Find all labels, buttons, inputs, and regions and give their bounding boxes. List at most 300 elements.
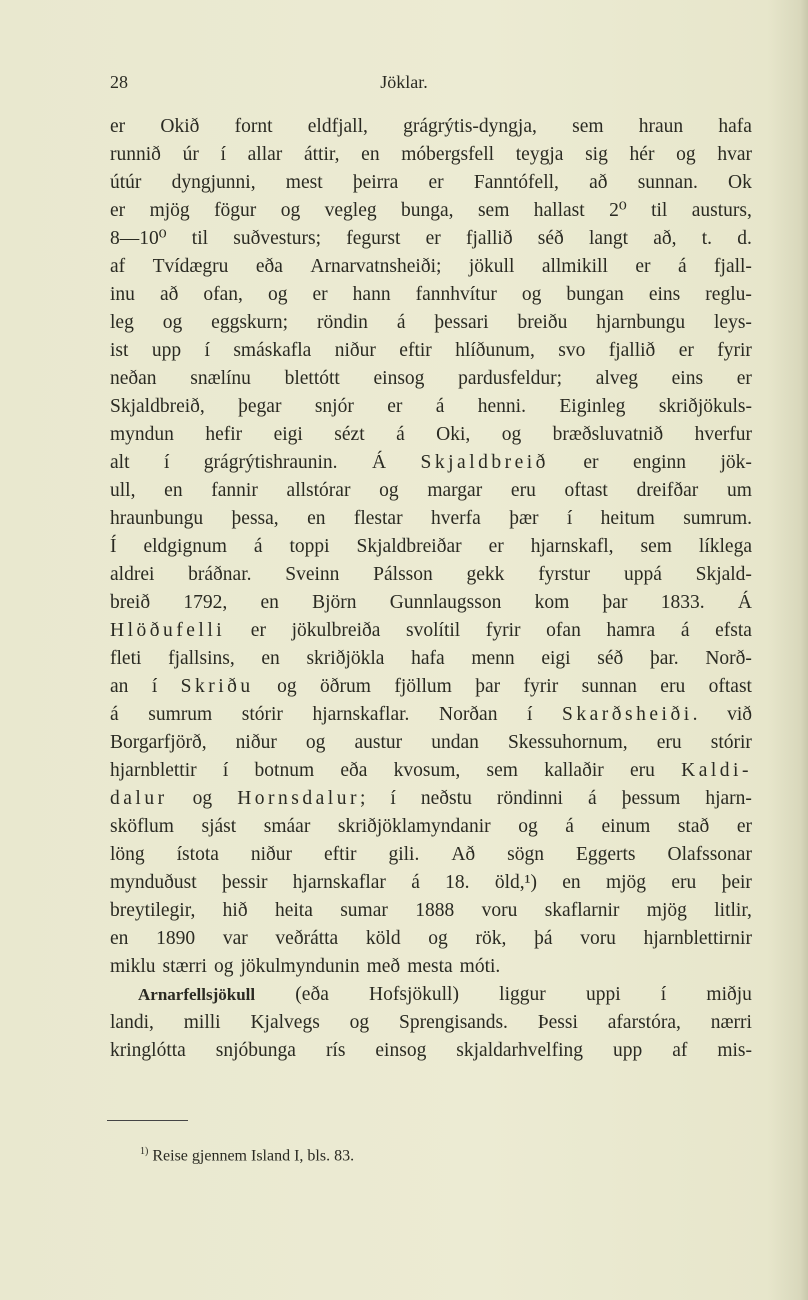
- word-group: [163, 311, 183, 335]
- word-group: [527, 703, 532, 727]
- word: á: [588, 788, 597, 809]
- word-group: [714, 311, 752, 335]
- text-line: [110, 787, 752, 811]
- word: skjaldarhvelfing: [456, 1040, 584, 1061]
- word: fyrir: [485, 620, 521, 641]
- word: pardusfeldur;: [458, 368, 563, 389]
- word: reglu-: [705, 284, 752, 305]
- word: breið: [110, 592, 151, 613]
- word: ístota: [176, 844, 219, 865]
- word-group: [287, 479, 351, 503]
- word-group: [211, 479, 258, 503]
- word: fyrir: [523, 676, 559, 697]
- word: köld: [365, 928, 401, 949]
- word-group: [260, 591, 278, 615]
- word-group: [110, 591, 150, 615]
- text-line: [110, 927, 752, 951]
- word-group: [436, 395, 445, 419]
- word-group: [256, 255, 283, 279]
- word: Hofsjökull): [369, 984, 459, 1005]
- word: en: [110, 928, 129, 949]
- word-group: [456, 1039, 583, 1063]
- word-group: [507, 843, 544, 867]
- word-group: [138, 983, 255, 1007]
- word-group: [285, 367, 340, 391]
- word-group: [110, 675, 128, 699]
- word-group: [205, 423, 242, 447]
- text-line: [110, 899, 752, 923]
- word-group: [172, 171, 256, 195]
- word-group: [346, 227, 400, 251]
- word-group: [308, 115, 368, 139]
- word: líklega: [698, 536, 752, 557]
- word: myndun: [110, 424, 174, 445]
- word-group: [193, 787, 213, 811]
- word: oftast: [708, 676, 752, 697]
- word-group: [110, 395, 205, 419]
- word: niður: [250, 844, 293, 865]
- word: mjög: [646, 900, 687, 921]
- word: af: [110, 256, 126, 277]
- word-group: [110, 423, 174, 447]
- word: þessir: [221, 872, 268, 893]
- word: 1792,: [183, 592, 228, 613]
- word-group: [373, 563, 433, 587]
- word-group: [357, 535, 462, 559]
- word-group: [184, 1011, 221, 1035]
- word-group: [110, 759, 197, 783]
- word: mynduðust: [110, 872, 197, 893]
- word: hjarnbungu: [596, 312, 686, 333]
- word-group: [110, 731, 207, 755]
- word-group: [285, 563, 339, 587]
- word-group: [168, 647, 235, 671]
- word: fögur: [214, 200, 257, 221]
- word-group: [181, 675, 254, 699]
- word-group: [588, 787, 597, 811]
- word-group: [509, 507, 538, 531]
- word: Skessuhornum,: [507, 732, 628, 753]
- word-group: [478, 395, 526, 419]
- footnote-marker: 1): [140, 1146, 149, 1157]
- word: landi,: [110, 1012, 154, 1033]
- word: uppá: [623, 564, 662, 585]
- word-group: [390, 787, 395, 811]
- word: eins: [671, 368, 704, 389]
- word-group: [110, 619, 225, 643]
- word-group: [421, 451, 549, 475]
- word: í: [390, 788, 396, 809]
- text-line: [110, 339, 752, 363]
- word-group: [289, 535, 329, 559]
- word: mis-: [717, 1040, 752, 1061]
- word-group: [110, 703, 119, 727]
- word-group: [394, 759, 461, 783]
- word: niður: [334, 340, 376, 361]
- word: sunnan.: [637, 172, 698, 193]
- word: skriðjökuls-: [658, 396, 752, 417]
- word-group: [160, 115, 199, 139]
- word: vegleg: [324, 200, 377, 221]
- word-group: [436, 423, 470, 447]
- word-group: [608, 1011, 681, 1035]
- word: hjarnblettirnir: [643, 928, 752, 949]
- word: á: [411, 872, 420, 893]
- word-group: [203, 283, 243, 307]
- word-group: [275, 899, 313, 923]
- word: 1833.: [660, 592, 705, 613]
- word-group: [354, 731, 402, 755]
- word-group: [534, 199, 585, 223]
- word: er: [736, 816, 752, 837]
- text-line: [110, 675, 752, 699]
- word-group: [427, 479, 482, 503]
- word-group: [274, 423, 303, 447]
- word-group: [223, 759, 228, 783]
- word: og: [162, 312, 183, 333]
- word: rís: [325, 1040, 346, 1061]
- word: að,: [653, 228, 677, 249]
- word-group: [720, 451, 751, 475]
- word: voru: [580, 928, 616, 949]
- word-group: [366, 927, 401, 951]
- word-group: [340, 899, 388, 923]
- word-group: [478, 199, 509, 223]
- word-group: [232, 507, 279, 531]
- word-group: [460, 955, 501, 979]
- word: og: [518, 816, 538, 837]
- word-group: [672, 1039, 687, 1063]
- word: í: [527, 704, 533, 725]
- word: allar: [247, 144, 283, 165]
- word-group: [562, 703, 697, 727]
- word: öld,¹): [494, 872, 537, 893]
- word: heitum: [600, 508, 655, 529]
- word: þegar: [238, 396, 282, 417]
- word-group: [635, 255, 650, 279]
- word: eftir: [324, 844, 357, 865]
- word: stórir: [710, 732, 752, 753]
- word-group: [164, 479, 182, 503]
- word: alt: [110, 452, 130, 473]
- word-group: [361, 143, 379, 167]
- word: mjög: [149, 200, 190, 221]
- word: Oki,: [436, 424, 471, 445]
- word-group: [624, 563, 662, 587]
- word-group: [508, 731, 628, 755]
- word-group: [401, 143, 494, 167]
- word: í: [222, 760, 229, 781]
- word: sumar: [340, 900, 388, 921]
- word: sjást: [201, 816, 237, 837]
- word: skriðjöklamyndanir: [337, 816, 491, 837]
- word-group: [583, 451, 598, 475]
- word-group: [455, 339, 535, 363]
- word-group: [153, 255, 229, 279]
- word: Arnarfellsjökull: [138, 985, 256, 1004]
- word: d.: [737, 228, 752, 249]
- word-group: [387, 395, 402, 419]
- word: smáskafla: [233, 340, 312, 361]
- word-group: [295, 983, 329, 1007]
- word: fyrstur: [538, 564, 591, 585]
- word: gili.: [388, 844, 420, 865]
- word: móbergsfell: [401, 144, 495, 165]
- word-group: [431, 507, 481, 531]
- word-group: [683, 507, 752, 531]
- word-group: [251, 843, 292, 867]
- word: hjarnskafl,: [530, 536, 614, 557]
- word-group: [406, 619, 460, 643]
- word: eru: [629, 760, 655, 781]
- word: svolítil: [406, 620, 461, 641]
- word-group: [681, 759, 752, 783]
- word: röndin: [317, 312, 368, 333]
- word: undan: [431, 732, 479, 753]
- text-line: [110, 535, 752, 559]
- word: í: [660, 984, 667, 1005]
- word-group: [110, 451, 130, 475]
- word: allstórar: [286, 480, 351, 501]
- word-group: [545, 899, 620, 923]
- word-group: [542, 255, 608, 279]
- word: á: [565, 816, 574, 837]
- word: er: [635, 256, 651, 277]
- word: er: [736, 368, 752, 389]
- word: sögn: [507, 844, 544, 865]
- word-group: [558, 339, 585, 363]
- word-group: [633, 451, 686, 475]
- word: Skarðsheiði: [562, 704, 693, 725]
- word-group: [576, 843, 636, 867]
- word: stað: [677, 816, 710, 837]
- word-group: [407, 955, 452, 979]
- word: Pálsson: [373, 564, 433, 585]
- word: í: [220, 144, 226, 165]
- word-group: [372, 451, 386, 475]
- word-group: [597, 647, 623, 671]
- text-line: [110, 1011, 752, 1035]
- word: einsog: [375, 1040, 427, 1061]
- word-group: [401, 199, 454, 223]
- word: flestar: [353, 508, 403, 529]
- word: menn: [471, 648, 515, 669]
- word-group: [727, 703, 752, 727]
- word-group: [692, 199, 752, 223]
- word-group: [630, 143, 655, 167]
- word-group: [467, 563, 505, 587]
- word: hafa: [718, 116, 752, 137]
- word: Hornsdalur: [237, 788, 360, 809]
- word: eru: [510, 480, 536, 501]
- word-group: [205, 339, 210, 363]
- word: skaflarnir: [544, 900, 620, 921]
- word-group: [396, 423, 405, 447]
- word-group: [434, 311, 488, 335]
- word-group: [705, 787, 752, 811]
- word-group: [681, 619, 690, 643]
- word: Skjald-: [695, 564, 752, 585]
- word-group: [653, 227, 676, 251]
- word: þessum: [621, 788, 681, 809]
- word-group: [572, 115, 603, 139]
- word-group: [390, 591, 502, 615]
- word: sumrum.: [683, 508, 752, 529]
- word: Björn: [312, 592, 357, 613]
- word-group: [411, 647, 445, 671]
- word: fjallið: [608, 340, 656, 361]
- word: kom: [534, 592, 570, 613]
- word-group: [338, 815, 491, 839]
- footnote-text: Reise gjennem Island I, bls. 83.: [152, 1147, 355, 1165]
- word-group: [622, 787, 681, 811]
- word: að: [159, 284, 179, 305]
- word-group: [499, 983, 546, 1007]
- word-group: [609, 339, 656, 363]
- word-group: [737, 815, 752, 839]
- word-group: [486, 619, 521, 643]
- word: hann: [352, 284, 391, 305]
- word: hér: [629, 144, 655, 165]
- word: ;: [359, 788, 366, 809]
- word-group: [110, 647, 141, 671]
- word-group: [237, 787, 365, 811]
- word-group: [601, 507, 655, 531]
- word-group: [445, 871, 469, 895]
- word-group: [489, 535, 504, 559]
- word: mest: [285, 172, 323, 193]
- word-group: [482, 899, 518, 923]
- word: Eiginleg: [559, 396, 626, 417]
- word: teygja: [515, 144, 564, 165]
- text-line: [110, 423, 752, 447]
- word: á: [110, 704, 119, 725]
- word: sem: [640, 536, 672, 557]
- word: fannhvítur: [415, 284, 497, 305]
- word: Skriðu: [180, 676, 254, 697]
- word-group: [110, 367, 157, 391]
- word: snjór: [314, 396, 354, 417]
- word: breiðu: [517, 312, 568, 333]
- text-line: [110, 115, 752, 139]
- word-group: [678, 255, 687, 279]
- word-group: [638, 171, 698, 195]
- word-group: [609, 199, 627, 223]
- word-group: [235, 115, 273, 139]
- word-group: [541, 647, 570, 671]
- word-group: [183, 591, 227, 615]
- word: útúr: [110, 172, 142, 193]
- word: í: [151, 676, 158, 697]
- word: allmikill: [541, 256, 608, 277]
- word-group: [538, 563, 590, 587]
- word: snælínu: [190, 368, 251, 389]
- word-group: [566, 283, 623, 307]
- word-group: [110, 1039, 186, 1063]
- word: langt: [589, 228, 629, 249]
- word: leg: [110, 312, 134, 333]
- word: Eggerts: [575, 844, 636, 865]
- word-group: [696, 563, 752, 587]
- word: Sveinn: [285, 564, 340, 585]
- word: í: [566, 508, 573, 529]
- word: við: [727, 704, 752, 725]
- word: er: [110, 116, 126, 137]
- text-line: [110, 1039, 752, 1063]
- word: leys-: [714, 312, 752, 333]
- word-group: [354, 507, 403, 531]
- word-group: [416, 283, 497, 307]
- word-group: [110, 815, 174, 839]
- word-group: [715, 619, 752, 643]
- word-group: [518, 311, 568, 335]
- word: jökulbreiða: [291, 620, 381, 641]
- word-group: [317, 311, 368, 335]
- word: öðrum: [320, 676, 371, 697]
- word: til: [651, 200, 668, 221]
- word-group: [110, 1011, 154, 1035]
- word-group: [649, 283, 680, 307]
- word: smáar: [263, 816, 311, 837]
- word: á: [680, 620, 690, 641]
- word: Fanntófell,: [473, 172, 559, 193]
- word: Ok: [728, 172, 752, 193]
- word-group: [251, 619, 266, 643]
- word: er: [428, 172, 444, 193]
- word-group: [375, 1039, 426, 1063]
- word-group: [475, 675, 500, 699]
- word: enginn: [632, 452, 687, 473]
- word-group: [152, 675, 157, 699]
- word: fornt: [234, 116, 273, 137]
- word: dreifðar: [636, 480, 699, 501]
- word-group: [469, 255, 515, 279]
- word-group: [110, 255, 125, 279]
- word-group: [596, 311, 685, 335]
- word-group: [150, 199, 190, 223]
- word-group: [553, 423, 664, 447]
- word: á: [435, 396, 445, 417]
- word-group: [312, 591, 356, 615]
- word: suðvesturs;: [233, 228, 322, 249]
- text-line: [110, 395, 752, 419]
- word: jök-: [720, 452, 752, 473]
- word-group: [264, 815, 311, 839]
- word: henni.: [477, 396, 526, 417]
- word-group: [699, 535, 752, 559]
- word-group: [474, 171, 559, 195]
- word-group: [738, 591, 752, 615]
- word: og: [280, 200, 301, 221]
- text-line: [110, 311, 752, 335]
- word-group: [678, 815, 709, 839]
- word: löng: [110, 844, 145, 865]
- word: fjöllum: [394, 676, 452, 697]
- word-group: [211, 311, 288, 335]
- word: hjarnskaflar.: [312, 704, 410, 725]
- word-group: [242, 703, 283, 727]
- word: þessari: [434, 312, 489, 333]
- word-group: [589, 171, 607, 195]
- word-group: [586, 983, 621, 1007]
- word: bungan: [566, 284, 624, 305]
- word-group: [544, 759, 604, 783]
- word: Norðan: [438, 704, 498, 725]
- word: með: [366, 956, 401, 977]
- word: einsog: [373, 368, 425, 389]
- word-group: [188, 563, 251, 587]
- word-group: [562, 871, 580, 895]
